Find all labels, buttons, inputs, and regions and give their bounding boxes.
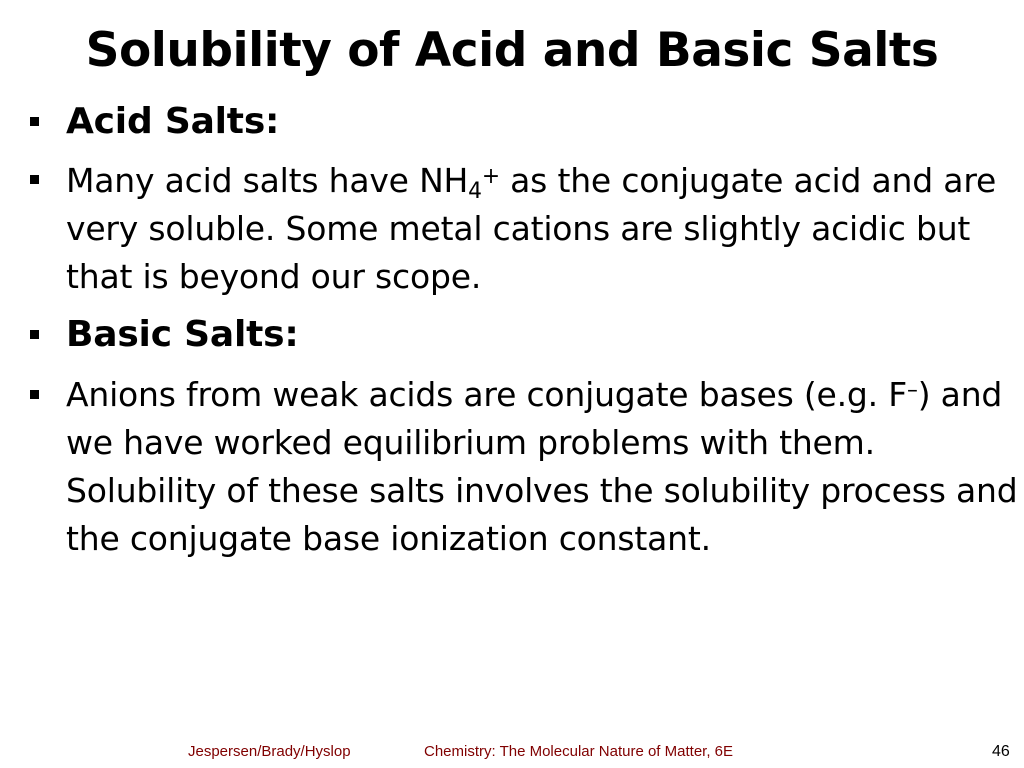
basic-text-part-2: ) and we have worked equilibrium problems with them. Solubility of these salts involves the solubility process and the conjugate base ionization constant. (66, 375, 1018, 558)
basic-salts-text (66, 371, 1021, 563)
acid-salts-text (66, 157, 1021, 301)
basic-salts-heading: Basic Salts: (66, 314, 299, 355)
slide-title: Solubility of Acid and Basic Salts (85, 23, 939, 78)
footer-authors: Jespersen/Brady/Hyslop (188, 743, 351, 760)
bullet-square-icon (30, 390, 39, 399)
nh4-superscript: + (481, 163, 500, 189)
bullet-square-icon (30, 175, 39, 184)
acid-salts-heading: Acid Salts: (66, 101, 280, 142)
basic-text-part-1: Anions from weak acids are conjugate bases (e.g. F (66, 375, 908, 414)
nh4-subscript: 4 (468, 179, 482, 205)
acid-text-part-1: Many acid salts have NH (66, 161, 469, 200)
acid-text-part-2: as the conjugate acid and are very soluble. Some metal cations are slightly acidic but that is beyond our scope. (66, 161, 997, 296)
page-number: 46 (992, 743, 1010, 760)
bullet-square-icon (30, 117, 39, 126)
fluoride-superscript: – (907, 377, 918, 403)
footer-book-title: Chemistry: The Molecular Nature of Matter, 6E (424, 743, 734, 760)
bullet-square-icon (30, 330, 39, 339)
